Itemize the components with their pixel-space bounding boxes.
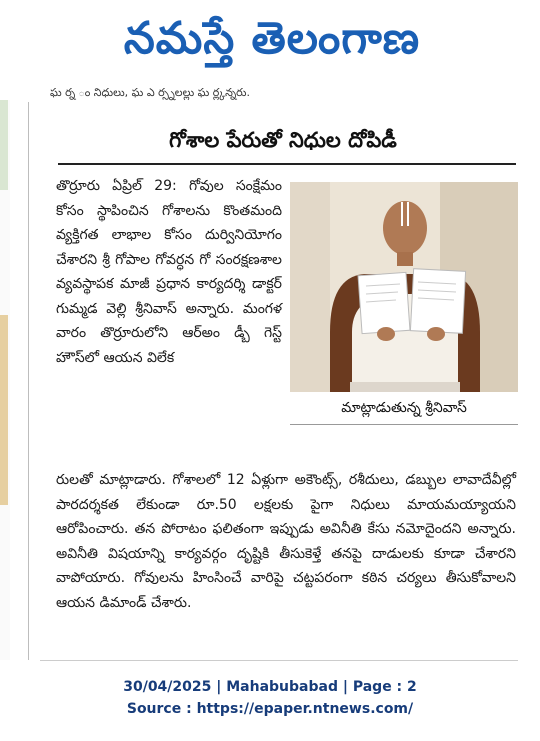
man-holding-documents-image [290, 182, 518, 392]
page-bottom-divider [40, 660, 518, 661]
source-footer [0, 676, 540, 720]
article-body-full-width [56, 468, 516, 615]
cut-off-text-line: ఘ ర్న ం నిధులు, ఘ ఎ ర్స్నలల్లు ఘ ర్ల్కన్నరు. [50, 86, 250, 99]
headline-underline [58, 163, 516, 165]
article-headline: గోశాల పేరుతో నిధుల దోపిడీ [169, 128, 397, 152]
adjacent-image-fragment [0, 100, 8, 190]
newspaper-title: నమస్తే తెలంగాణ [123, 13, 421, 64]
adjacent-image-fragment [0, 315, 8, 505]
article-paragraph: తొర్రూరు ఏప్రిల్ 29: గోవుల సంక్షేమం కోసం స్థాపించిన గోశాలను కొంతమంది వ్యక్తిగత లాభాల కోసం దుర్వినియోగం చేశారని శ్రీ గోపాల గోవర్ధన గో సంరక్షణశాల వ్యవస్థాపక మాజీ ప్రధాన కార్యదర్శి డాక్టర్ గుమ్మడ వెల్లి శ్రీనివాస్ అన్నారు. మంగళ వారం తొర్రూరులోని ఆర్అం డ్బీ గెస్ట్ హౌస్‌లో ఆయన విలేక [56, 178, 282, 366]
footer-date-edition: 30/04/2025 | Mahabubabad | Page : 2 [123, 679, 417, 695]
article-photo [290, 182, 518, 392]
photo-caption: మాట్లాడుతున్న శ్రీనివాస్ [341, 400, 467, 416]
footer-source-link[interactable]: Source : https://epaper.ntnews.com/ [126, 701, 414, 717]
caption-divider [290, 424, 518, 425]
article-paragraph: రులతో మాట్లాడారు. గోశాలలో 12 ఏళ్లుగా అకౌంట్స్, రశీదులు, డబ్బుల లావాదేవీల్లో పారదర్శకత లేకుండా రూ.50 లక్షలకు పైగా నిధులు మాయమయ్యాయని ఆరోపించారు. తన పోరాటం ఫలితంగా ఇప్పుడు అవినీతి కేసు నమోదైందని అన్నారు. అవినీతి విషయాన్ని కార్యవర్గం దృష్టికి తీసుకెళ్తే తనపై దాడులకు కూడా చేశారని వాపోయారు. గోవులను హింసించే వారిపై చట్టపరంగా కఠిన చర్యలు తీసుకోవాలని ఆయన డిమాండ్ చేశారు. [56, 472, 516, 611]
article-body-column [56, 174, 282, 370]
masthead [0, 0, 540, 82]
column-divider [28, 102, 29, 660]
adjacent-column-strip [0, 100, 10, 660]
